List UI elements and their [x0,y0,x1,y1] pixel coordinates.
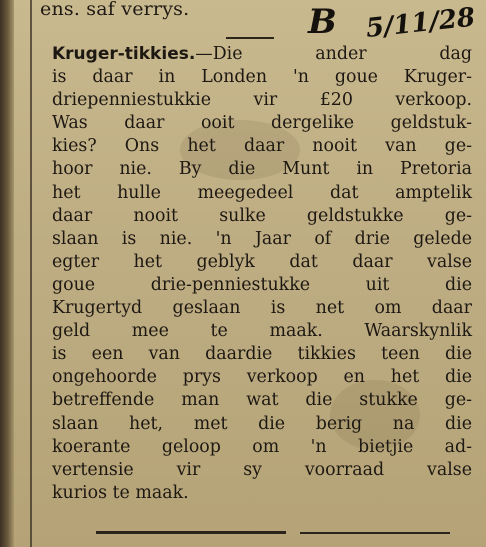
article-line: is een van daardie tikkies teen die [52,344,472,365]
article-line: betreffende man wat die stukke ge- [52,390,472,411]
article-line: het hulle meegedeel dat amptelik [52,182,472,203]
article-line: Was daar ooit dergelike geldstuk- [52,113,472,134]
article-line: daar nooit sulke geldstukke ge- [52,205,472,226]
handwritten-letter: B [308,2,337,42]
article-line: is daar in Londen 'n goue Kruger- [52,67,472,88]
article-line: koerante geloop om 'n bietjie ad- [52,436,472,457]
article-line: slaan is nie. 'n Jaar of drie gelede [52,228,472,249]
previous-article-ending: ens. saf verrys. [40,0,190,20]
article-line: driepenniestukkie vir £20 verkoop. [52,90,472,111]
article-first-line [52,43,472,66]
article-line: ongehoorde prys verkoop en het die [52,367,472,388]
article-body [52,43,472,505]
article-line: goue drie-penniestukke uit die [52,274,472,295]
article-line: egter het geblyk dat daar valse [52,251,472,272]
article-line: Krugertyd geslaan is net om daar [52,298,472,319]
handwritten-date: 5/11/28 [364,2,477,44]
article-line: geld mee te maak. Waarskynlik [52,321,472,342]
article-headline: Kruger-tikkies. [52,44,196,64]
article-line: slaan het, met die berig na die [52,413,472,434]
separator-rule-bottom [96,531,286,534]
article-first-line-text: —Die ander dag [195,44,472,64]
separator-rule-top [226,37,274,39]
article-last-line: kurios te maak. [52,482,189,503]
article-line: hoor nie. By die Munt in Pretoria [52,159,472,180]
clipping-left-edge [0,0,14,547]
separator-rule-bottom-right [300,532,450,534]
article-line: vertensie vir sy voorraad valse [52,459,472,480]
column-rule [30,0,32,547]
article-line: kies? Ons het daar nooit van ge- [52,136,472,157]
